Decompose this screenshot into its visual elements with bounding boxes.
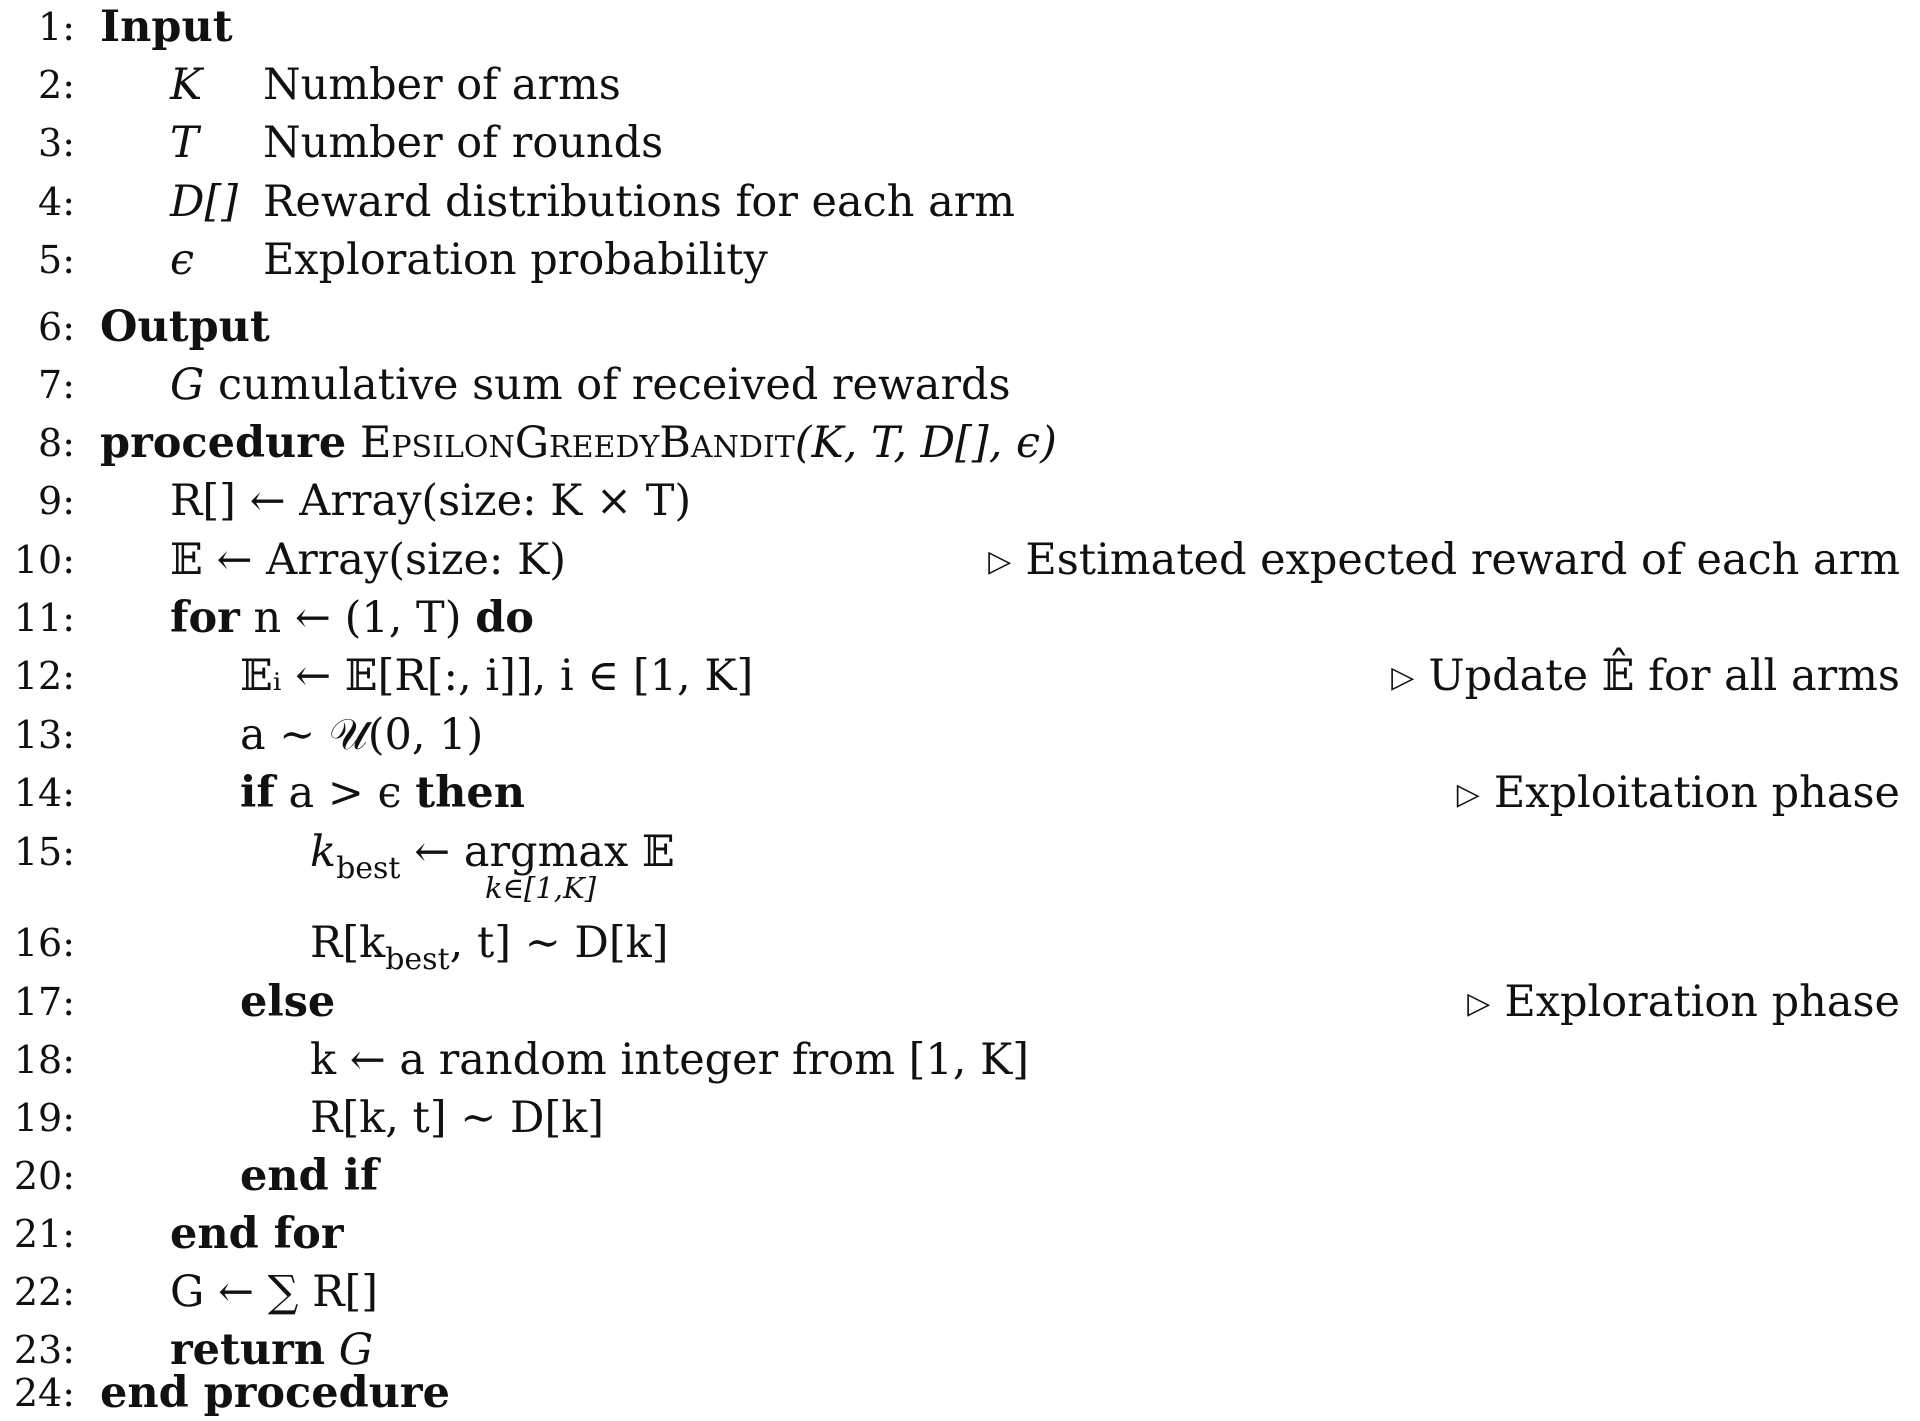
line-number: 11: (13, 596, 75, 640)
expr-part: , t] ∼ D[k] (449, 918, 669, 968)
algo-line (0, 416, 1920, 470)
line-number: 5: (38, 238, 75, 282)
var-k: k (310, 827, 337, 877)
param-symbol: ϵ (170, 235, 195, 285)
comment-triangle-icon: ▷ (988, 544, 1012, 579)
subscript: best (336, 851, 401, 886)
algo-line (0, 1033, 1920, 1087)
line-number: 6: (38, 305, 75, 349)
algo-line (0, 825, 1920, 905)
statement: G ← ∑ R[] (170, 1267, 379, 1317)
algo-line (0, 1149, 1920, 1203)
line-number: 19: (13, 1096, 75, 1140)
param-description: Number of arms (263, 60, 621, 110)
param-description: Number of rounds (263, 118, 664, 168)
if-condition: a > ϵ (288, 768, 402, 818)
line-number: 8: (38, 421, 75, 465)
comment (1391, 649, 1900, 708)
expr-part: R[k (310, 918, 386, 968)
algo-line (0, 1207, 1920, 1261)
procedure-name: EpsilonGreedyBandit (359, 418, 795, 468)
algo-line (0, 916, 1920, 977)
line-number: 4: (38, 180, 75, 224)
keyword-then: then (415, 768, 526, 818)
subscript: best (385, 942, 450, 977)
keyword-end-procedure: end procedure (100, 1368, 450, 1418)
line-number: 22: (13, 1270, 75, 1314)
statement: k ← a random integer from [1, K] (310, 1035, 1030, 1085)
algo-line (0, 474, 1920, 528)
algo-line (0, 116, 1920, 170)
line-number: 20: (13, 1154, 75, 1198)
keyword-do: do (475, 593, 534, 643)
keyword-end-for: end for (170, 1209, 344, 1259)
comment-triangle-icon: ▷ (1456, 777, 1480, 812)
comment-text: Update 𝔼̂ for all arms (1428, 651, 1900, 701)
comment-text: Exploitation phase (1493, 768, 1900, 818)
comment (988, 533, 1900, 592)
argmax-subscript: k∈[1,K] (485, 871, 597, 905)
line-number: 14: (13, 771, 75, 815)
line-number: 2: (38, 63, 75, 107)
param-description: Reward distributions for each arm (263, 177, 1016, 227)
input-heading: Input (100, 2, 233, 52)
line-number: 15: (13, 830, 75, 874)
line-number: 16: (13, 921, 75, 965)
comment-text: Estimated expected reward of each arm (1025, 535, 1900, 585)
output-symbol: G (170, 360, 205, 410)
algo-line (0, 708, 1920, 762)
output-description (170, 358, 1011, 412)
algo-line (0, 1091, 1920, 1145)
line-number: 24: (13, 1371, 75, 1415)
algo-line (0, 591, 1920, 645)
algo-line (0, 1366, 1920, 1420)
output-text: cumulative sum of received rewards (218, 360, 1011, 410)
argmax-expression: ← argmax 𝔼 (414, 827, 675, 877)
procedure-args: (K, T, D[], ϵ) (794, 418, 1057, 468)
line-number: 12: (13, 654, 75, 698)
algo-line (0, 358, 1920, 412)
line-number: 18: (13, 1038, 75, 1082)
if-statement (240, 766, 525, 820)
comment (1457, 766, 1900, 825)
line-number: 9: (38, 479, 75, 523)
line-number: 10: (13, 538, 75, 582)
statement: R[k, t] ∼ D[k] (310, 1093, 605, 1143)
line-number: 23: (13, 1328, 75, 1372)
param-symbol: T (170, 118, 199, 168)
keyword-else: else (240, 977, 336, 1027)
for-statement (170, 591, 534, 645)
statement: a ∼ 𝒰(0, 1) (240, 710, 484, 760)
keyword-end-if: end if (240, 1151, 379, 1201)
line-number: 21: (13, 1212, 75, 1256)
statement (310, 916, 668, 975)
algo-line (0, 300, 1920, 354)
algo-line (0, 175, 1920, 229)
keyword-procedure: procedure (100, 418, 347, 468)
procedure-header (100, 416, 1057, 470)
line-number: 13: (13, 713, 75, 757)
comment-text: Exploration phase (1504, 977, 1900, 1027)
line-number: 7: (38, 363, 75, 407)
algo-line (0, 233, 1920, 287)
algo-line (0, 533, 1920, 587)
statement: 𝔼ᵢ ← 𝔼[R[:, i]], i ∈ [1, K] (240, 651, 754, 701)
param-symbol: K (170, 60, 203, 110)
for-range: n ← (1, T) (253, 593, 462, 643)
param-symbol: D[] (170, 177, 239, 227)
comment-triangle-icon: ▷ (1467, 986, 1491, 1021)
comment-triangle-icon: ▷ (1391, 660, 1415, 695)
return-value: G (338, 1325, 374, 1375)
algo-line (0, 766, 1920, 820)
statement: R[] ← Array(size: K × T) (170, 476, 692, 526)
statement: 𝔼 ← Array(size: K) (170, 535, 566, 585)
param-description: Exploration probability (263, 235, 768, 285)
comment (1467, 975, 1900, 1034)
algo-line (0, 0, 1920, 54)
algo-line (0, 975, 1920, 1029)
line-number: 17: (13, 980, 75, 1024)
line-number: 1: (38, 5, 75, 49)
line-number: 3: (38, 121, 75, 165)
algo-line (0, 1265, 1920, 1319)
output-heading: Output (100, 302, 270, 352)
keyword-return: return (170, 1325, 326, 1375)
algo-line (0, 649, 1920, 703)
algo-line (0, 58, 1920, 112)
keyword-for: for (170, 593, 240, 643)
keyword-if: if (240, 768, 275, 818)
